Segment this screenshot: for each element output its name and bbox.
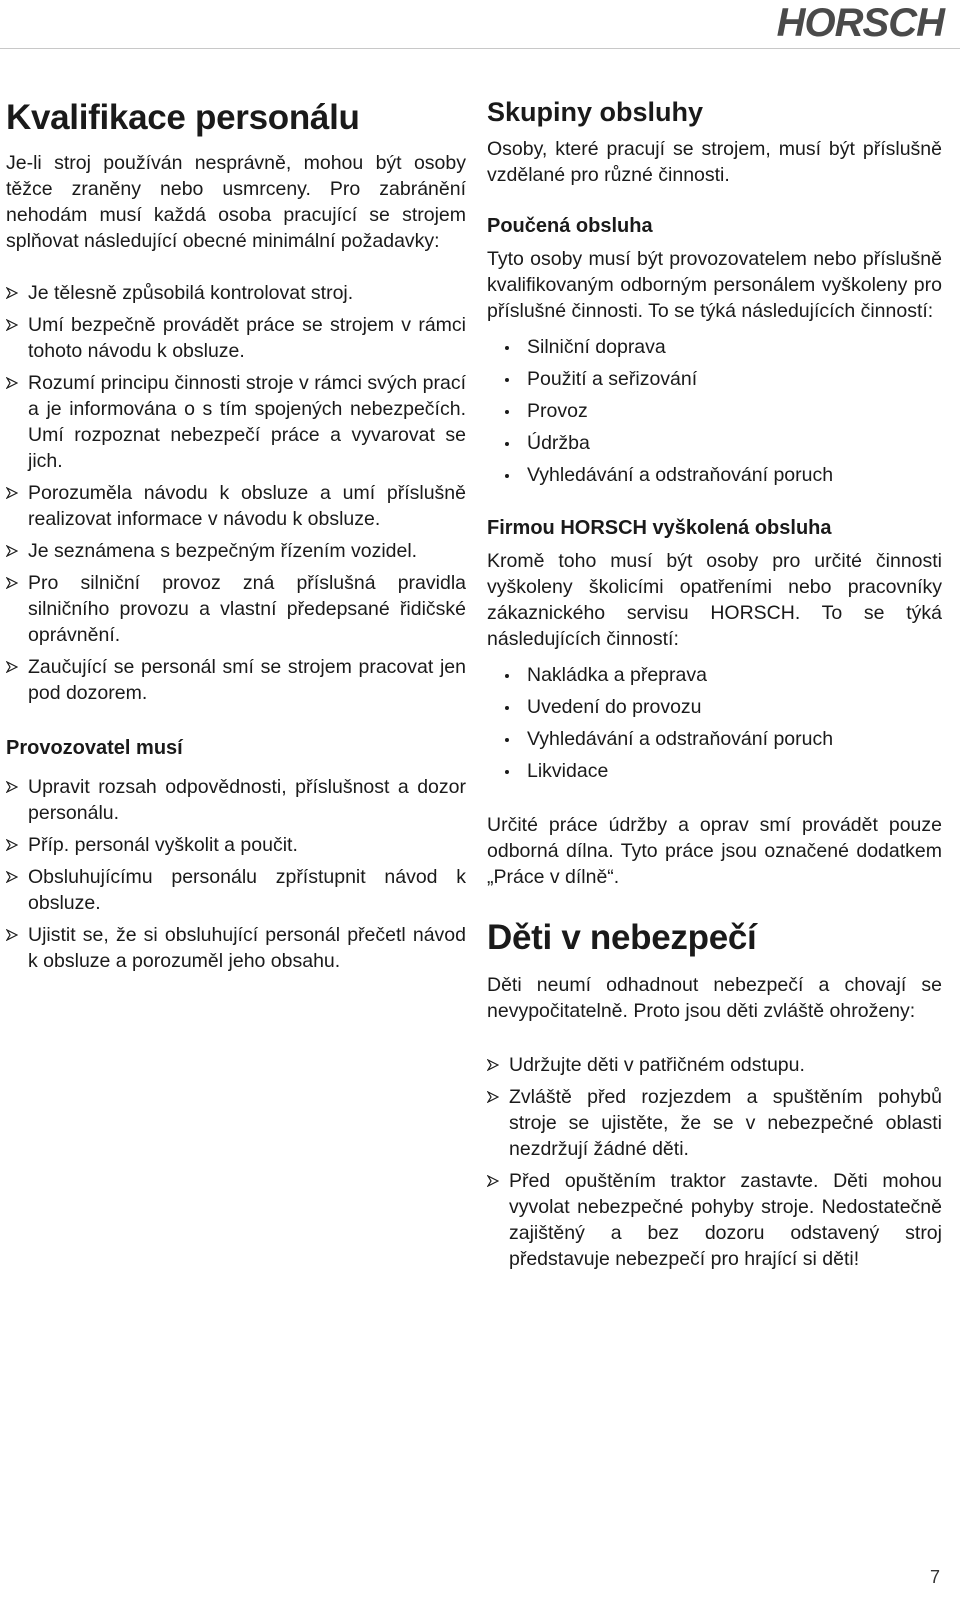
list-item-text: Likvidace <box>527 759 609 782</box>
list-item <box>487 758 942 784</box>
list-item-text: Provoz <box>527 399 588 422</box>
bullet-dot-icon <box>505 706 509 710</box>
list-item-text: Pro silniční provoz zná příslušná pravidla silničního provozu a vlastní předepsané řidičské oprávnění. <box>28 572 466 647</box>
qualification-intro: Je-li stroj používán nesprávně, mohou být osoby těžce zraněny nebo usmrceny. Pro zabránění nehodám musí každá osoba pracující se strojem splňovat následující obecné minimální požadavky: <box>6 152 466 253</box>
list-item <box>487 462 942 488</box>
list-item <box>487 1052 942 1078</box>
groups-intro: Osoby, které pracují se strojem, musí být příslušně vzdělané pro různé činnosti. <box>487 137 942 186</box>
list-item <box>487 430 942 456</box>
list-item-text: Uvedení do provozu <box>527 695 702 718</box>
arrow-bullet-icon <box>6 781 18 793</box>
list-item <box>487 1168 942 1272</box>
list-item <box>6 570 466 648</box>
list-item-text: Nakládka a přeprava <box>527 663 707 686</box>
list-item-text: Rozumí principu činnosti stroje v rámci svých prací a je informována o s tím spojených nebezpečích. Umí rozpoznat nebezpečí práce a vyvarovat se jich. <box>28 372 466 473</box>
list-item <box>487 726 942 752</box>
list-item <box>487 366 942 392</box>
trained-list <box>487 662 942 784</box>
left-column <box>6 98 466 996</box>
instructed-heading: Poučená obsluha <box>487 214 653 237</box>
list-item-text: Zvláště před rozjezdem a spuštěním pohybů stroje se ujistěte, že se v nebezpečné oblasti nezdržují žádné děti. <box>509 1085 942 1160</box>
list-item-text: Použití a seřizování <box>527 367 698 390</box>
groups-heading: Skupiny obsluhy <box>487 97 704 127</box>
instructed-list <box>487 334 942 488</box>
list-item-text: Silniční doprava <box>527 335 666 358</box>
arrow-bullet-icon <box>487 1175 499 1187</box>
arrow-bullet-icon <box>487 1059 499 1071</box>
arrow-bullet-icon <box>6 319 18 331</box>
right-column <box>487 98 942 1294</box>
bullet-dot-icon <box>505 410 509 414</box>
list-item <box>487 1084 942 1162</box>
bullet-dot-icon <box>505 474 509 478</box>
list-item <box>6 864 466 916</box>
arrow-bullet-icon <box>6 839 18 851</box>
arrow-bullet-icon <box>6 661 18 673</box>
header-rule <box>0 48 960 49</box>
list-item-text: Vyhledávání a odstraňování poruch <box>527 727 834 750</box>
arrow-bullet-icon <box>6 377 18 389</box>
operator-list <box>6 774 466 974</box>
list-item <box>6 480 466 532</box>
bullet-dot-icon <box>505 442 509 446</box>
list-item-text: Ujistit se, že si obsluhující personál přečetl návod k obsluze a porozuměl jeho obsahu. <box>28 924 466 973</box>
arrow-bullet-icon <box>6 577 18 589</box>
horsch-logo <box>726 0 946 42</box>
arrow-bullet-icon <box>6 545 18 557</box>
list-item-text: Umí bezpečně provádět práce se strojem v rámci tohoto návodu k obsluze. <box>28 314 466 363</box>
list-item <box>6 832 466 858</box>
list-item-text: Údržba <box>527 431 590 454</box>
children-list <box>487 1052 942 1272</box>
list-item-text: Vyhledávání a odstraňování poruch <box>527 463 834 486</box>
arrow-bullet-icon <box>6 929 18 941</box>
list-item <box>487 334 942 360</box>
list-item-text: Před opuštěním traktor zastavte. Děti mohou vyvolat nebezpečné pohyby stroje. Nedostatečně zajištěný a bez dozoru odstavený stroj představuje nebezpečí pro hrající si děti! <box>509 1169 942 1270</box>
list-item <box>487 694 942 720</box>
list-item-text: Je tělesně způsobilá kontrolovat stroj. <box>28 282 354 305</box>
list-item-text: Příp. personál vyškolit a poučit. <box>28 834 298 857</box>
arrow-bullet-icon <box>6 287 18 299</box>
children-intro: Děti neumí odhadnout nebezpečí a chovají se nevypočitatelně. Proto jsou děti zvláště ohroženy: <box>487 973 942 1022</box>
bullet-dot-icon <box>505 738 509 742</box>
workshop-text: Určité práce údržby a oprav smí provádět pouze odborná dílna. Tyto práce jsou označené dodatkem „Práce v dílně“. <box>487 813 942 888</box>
bullet-dot-icon <box>505 346 509 350</box>
list-item <box>487 398 942 424</box>
trained-heading: Firmou HORSCH vyškolená obsluha <box>487 516 832 539</box>
list-item <box>487 662 942 688</box>
list-item-text: Zaučující se personál smí se strojem pracovat jen pod dozorem. <box>28 656 466 705</box>
bullet-dot-icon <box>505 378 509 382</box>
list-item <box>6 654 466 706</box>
list-item <box>6 774 466 826</box>
list-item <box>6 370 466 474</box>
bullet-dot-icon <box>505 770 509 774</box>
trained-text: Kromě toho musí být osoby pro určité činnosti vyškoleny školicími opatřeními nebo pracovníky zákaznického servisu HORSCH. To se týká následujících činností: <box>487 549 942 650</box>
arrow-bullet-icon <box>6 487 18 499</box>
bullet-dot-icon <box>505 674 509 678</box>
qualification-heading: Kvalifikace personálu <box>6 98 360 137</box>
list-item-text: Udržujte děti v patřičném odstupu. <box>509 1053 805 1076</box>
list-item <box>6 538 466 564</box>
instructed-text: Tyto osoby musí být provozovatelem nebo příslušně kvalifikovaným odborným personálem vyškoleny pro příslušné činnosti. To se týká následujících činností: <box>487 247 942 322</box>
list-item-text: Upravit rozsah odpovědnosti, příslušnost a dozor personálu. <box>28 776 466 825</box>
requirements-list <box>6 280 466 706</box>
logo-text: HORSCH <box>776 1 944 42</box>
operator-heading: Provozovatel musí <box>6 737 183 760</box>
page-number: 7 <box>929 1567 940 1587</box>
list-item-text: Je seznámena s bezpečným řízením vozidel. <box>28 540 418 563</box>
list-item <box>6 312 466 364</box>
children-heading: Děti v nebezpečí <box>487 917 757 957</box>
arrow-bullet-icon <box>6 871 18 883</box>
arrow-bullet-icon <box>487 1091 499 1103</box>
list-item-text: Obsluhujícímu personálu zpřístupnit návod k obsluze. <box>28 866 466 915</box>
list-item <box>6 280 466 306</box>
list-item <box>6 922 466 974</box>
list-item-text: Porozuměla návodu k obsluze a umí příslušně realizovat informace v návodu k obsluze. <box>28 482 466 531</box>
